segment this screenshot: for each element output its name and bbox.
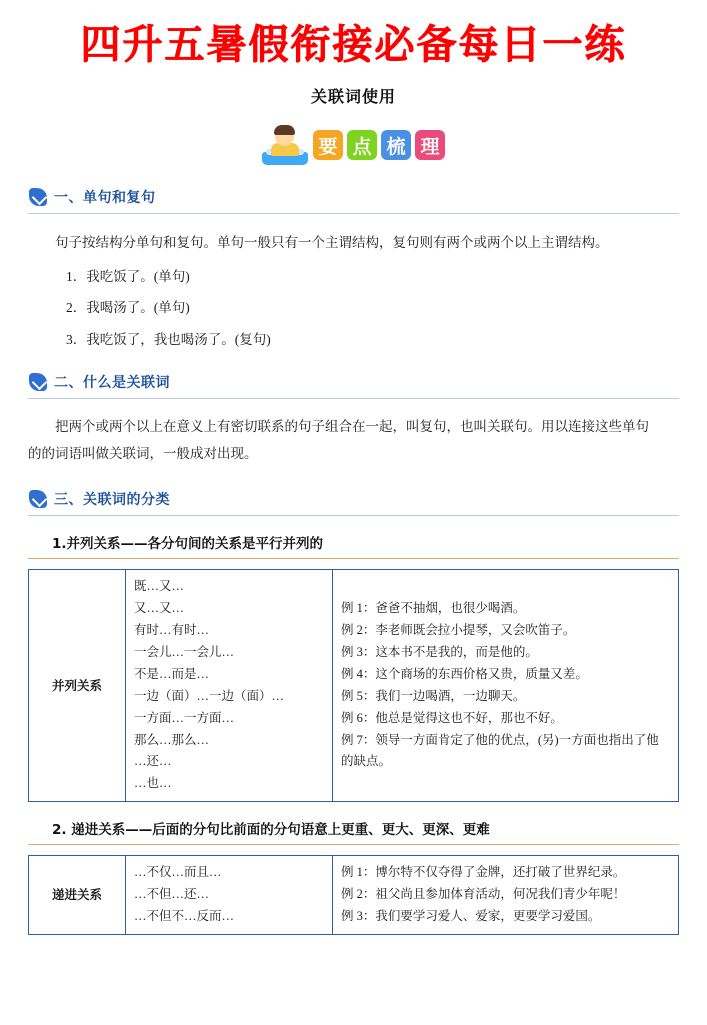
word-line: …也… bbox=[134, 776, 172, 791]
badge-char-1: 要 bbox=[313, 130, 343, 160]
list-item: 1．我吃饭了。(单句) bbox=[66, 268, 190, 284]
table-row bbox=[29, 570, 679, 802]
section-single-compound bbox=[28, 187, 679, 350]
relation-subheading-text: 1.并列关系——各分句间的关系是平行并列的 bbox=[52, 536, 324, 553]
word-line: …还… bbox=[134, 754, 172, 769]
student-reading-icon bbox=[262, 125, 308, 165]
example-line: 例 3：这本书不是我的，而是他的。 bbox=[341, 645, 538, 660]
section-2-line-1: 把两个或两个以上在意义上有密切联系的句子组合在一起，叫复句，也叫关联句。用以连接这些单句 bbox=[55, 419, 649, 435]
table-row bbox=[29, 856, 679, 935]
worksheet-page bbox=[0, 22, 707, 1025]
pen-icon bbox=[28, 489, 48, 509]
word-line: …不但不…反而… bbox=[134, 908, 235, 923]
example-line: 例 3：我们要学习爱人、爱家，更要学习爱国。 bbox=[341, 908, 601, 923]
list-item: 3．我吃饭了，我也喝汤了。(复句) bbox=[66, 331, 271, 347]
divider bbox=[28, 213, 679, 214]
word-line: 又…又… bbox=[134, 601, 185, 616]
divider bbox=[28, 844, 679, 845]
section-title-1: 一、单句和复句 bbox=[54, 190, 156, 206]
relation-name: 递进关系 bbox=[29, 856, 126, 935]
section-heading-1 bbox=[28, 187, 679, 207]
section-heading-2 bbox=[28, 372, 679, 392]
badge-char-4: 理 bbox=[415, 130, 445, 160]
key-points-badge bbox=[28, 125, 679, 165]
word-line: 既…又… bbox=[134, 579, 185, 594]
relation-subheading-2 bbox=[28, 818, 679, 839]
word-line: 那么…那么… bbox=[134, 732, 210, 747]
section-what-is-conjunction bbox=[28, 372, 679, 467]
word-line: 有时…有时… bbox=[134, 623, 210, 638]
relation-subheading-1 bbox=[28, 532, 679, 553]
relation-examples bbox=[333, 570, 679, 802]
badge-char-3: 梳 bbox=[381, 130, 411, 160]
section-1-paragraph: 句子按结构分单句和复句。单句一般只有一个主谓结构，复句则有两个或两个以上主谓结构。 bbox=[55, 235, 609, 250]
pen-icon bbox=[28, 187, 48, 207]
relation-table-progressive bbox=[28, 855, 679, 935]
word-line: 一边（面）…一边（面）… bbox=[134, 688, 285, 703]
relation-words bbox=[126, 856, 333, 935]
example-line: 例 1：爸爸不抽烟，也很少喝酒。 bbox=[341, 601, 526, 616]
section-title-2: 二、什么是关联词 bbox=[54, 375, 170, 392]
relation-subheading-text: 2. 递进关系——后面的分句比前面的分句语意上更重、更大、更深、更难 bbox=[52, 822, 490, 839]
relation-examples bbox=[333, 856, 679, 935]
word-line: 不是…而是… bbox=[134, 666, 210, 681]
example-line: 例 2：祖父尚且参加体育活动，何况我们青少年呢！ bbox=[341, 887, 626, 902]
example-line: 例 2：李老师既会拉小提琴，又会吹笛子。 bbox=[341, 623, 576, 638]
page-title: 四升五暑假衔接必备每日一练 bbox=[80, 22, 627, 68]
section-classification bbox=[28, 489, 679, 934]
word-line: …不仅…而且… bbox=[134, 865, 222, 880]
example-line: 例 5：我们一边喝酒，一边聊天。 bbox=[341, 688, 526, 703]
section-heading-3 bbox=[28, 489, 679, 509]
word-line: 一方面…一方面… bbox=[134, 710, 235, 725]
badge-char-2: 点 bbox=[347, 130, 377, 160]
example-line: 例 1：博尔特不仅夺得了金牌，还打破了世界纪录。 bbox=[341, 865, 626, 880]
divider bbox=[28, 515, 679, 516]
section-2-body bbox=[28, 413, 679, 467]
section-title-3: 三、关联词的分类 bbox=[54, 492, 170, 509]
divider bbox=[28, 398, 679, 399]
relation-words bbox=[126, 570, 333, 802]
relation-table-parallel bbox=[28, 569, 679, 802]
relation-name: 并列关系 bbox=[29, 570, 126, 802]
example-line: 例 4：这个商场的东西价格又贵，质量又差。 bbox=[341, 666, 588, 681]
example-line: 例 7：领导一方面肯定了他的优点，(另)一方面也指出了他的缺点。 bbox=[341, 732, 659, 769]
page-subtitle: 关联词使用 bbox=[310, 87, 396, 106]
section-2-line-2: 的的词语叫做关联词，一般成对出现。 bbox=[28, 446, 258, 462]
word-line: …不但…还… bbox=[134, 887, 210, 902]
word-line: 一会儿…一会儿… bbox=[134, 645, 235, 660]
pen-icon bbox=[28, 372, 48, 392]
example-line: 例 6：他总是觉得这也不好，那也不好。 bbox=[341, 710, 563, 725]
divider bbox=[28, 558, 679, 559]
list-item: 2．我喝汤了。(单句) bbox=[66, 300, 190, 316]
